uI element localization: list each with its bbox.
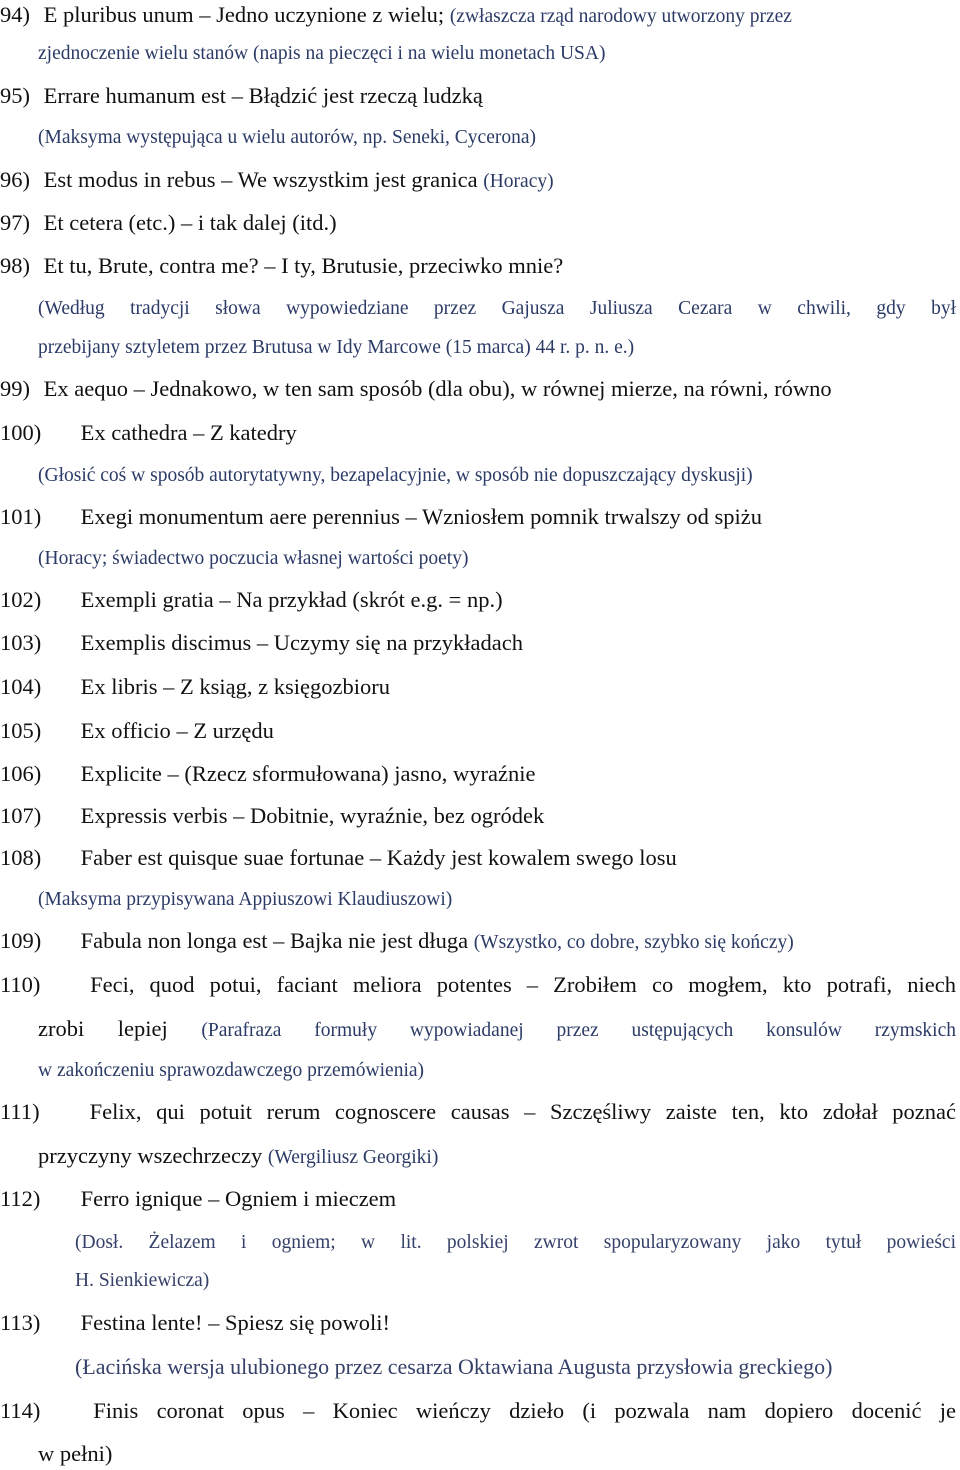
polish-translation: I ty, Brutusie, przeciwko mnie?: [281, 253, 564, 278]
polish-translation-cont: przyczyny wszechrzeczy: [38, 1143, 263, 1168]
entry-number: 97): [0, 210, 30, 235]
entry-number: 109): [0, 928, 42, 953]
entry-111-cont: [38, 1141, 960, 1173]
polish-translation-cont: zrobi lepiej: [38, 1016, 168, 1041]
polish-translation: (Rzecz sformułowana) jasno, wyraźnie: [184, 761, 536, 786]
entry-note-cont: H. Sienkiewicza): [75, 1270, 210, 1291]
entry-number: 94): [0, 2, 30, 27]
entry-note: (Maksyma występująca u wielu autorów, np. Seneki, Cycerona): [38, 127, 537, 148]
latin-phrase: Ferro ignique: [80, 1186, 203, 1211]
dash: –: [221, 167, 233, 192]
entry-110-cont: [38, 1014, 956, 1046]
entry-102: [0, 585, 960, 615]
entry-114: [0, 1396, 956, 1426]
entry-number: 106): [0, 761, 42, 786]
dash: –: [193, 420, 205, 445]
latin-phrase: Exemplis discimus: [80, 630, 252, 655]
entry-number: 110): [0, 972, 41, 997]
latin-phrase: Feci, quod potui, faciant meliora potentes: [90, 972, 512, 997]
latin-phrase: Errare humanum est: [43, 83, 227, 108]
latin-phrase: E pluribus unum: [43, 2, 194, 27]
dash: –: [524, 1099, 536, 1124]
polish-translation: Z urzędu: [193, 718, 274, 743]
entry-108: [0, 843, 960, 873]
entry-94: [0, 0, 960, 32]
entry-number: 101): [0, 504, 42, 529]
latin-phrase: Festina lente!: [80, 1310, 203, 1335]
entry-note-cont: przebijany sztyletem przez Brutusa w Idy Marcowe (15 marca) 44 r. p. n. e.): [38, 337, 635, 358]
latin-phrase: Ex cathedra: [80, 420, 188, 445]
entry-note-cont: zjednoczenie wielu stanów (napis na pieczęci i na wielu monetach USA): [38, 43, 606, 64]
entry-number: 100): [0, 420, 42, 445]
entry-number: 104): [0, 674, 42, 699]
polish-translation: Każdy jest kowalem swego losu: [386, 845, 677, 870]
entry-number: 95): [0, 83, 30, 108]
entry-109: [0, 926, 960, 958]
polish-translation: Szczęśliwy zaiste ten, kto zdołał poznać: [549, 1099, 957, 1124]
dash: –: [219, 587, 231, 612]
entry-number: 98): [0, 253, 30, 278]
latin-phrase: Ex officio: [80, 718, 171, 743]
latin-phrase: Est modus in rebus: [43, 167, 216, 192]
entry-number: 113): [0, 1310, 41, 1335]
entry-number: 108): [0, 845, 42, 870]
dash: –: [208, 1186, 220, 1211]
entry-103: [0, 628, 960, 658]
entry-107: [0, 801, 960, 831]
entry-note-cont: w zakończeniu sprawozdawczego przemówienia): [38, 1060, 425, 1081]
entry-98: [0, 251, 960, 281]
entry-number: 114): [0, 1398, 41, 1423]
entry-112: [0, 1184, 960, 1214]
entry-note: (Wergiliusz Georgiki): [267, 1147, 439, 1168]
polish-translation: Błądzić jest rzeczą ludzką: [248, 83, 483, 108]
dash: –: [256, 630, 269, 655]
entry-97: [0, 208, 960, 238]
entry-note: (Horacy): [483, 171, 554, 192]
latin-phrase: Ex aequo: [43, 376, 128, 401]
dash: –: [273, 928, 285, 953]
entry-note: (Głosić coś w sposób autorytatywny, bezapelacyjnie, w sposób nie dopuszczający dyskusji): [38, 465, 753, 486]
dash: –: [133, 376, 145, 401]
dash: –: [199, 2, 211, 27]
polish-translation: Jednakowo, w ten sam sposób (dla obu), w równej mierze, na równi, równo: [150, 376, 832, 401]
entry-number: 99): [0, 376, 30, 401]
dash: –: [176, 718, 188, 743]
entry-number: 112): [0, 1186, 41, 1211]
polish-translation: Dobitnie, wyraźnie, bez ogródek: [249, 803, 545, 828]
polish-translation: We wszystkim jest granica: [237, 167, 478, 192]
polish-translation: Uczymy się na przykładach: [273, 630, 524, 655]
entry-101: [0, 502, 960, 532]
dash: –: [526, 972, 539, 997]
polish-translation: Wzniosłem pomnik trwalszy od spiżu: [422, 504, 762, 529]
entry-114-cont: w pełni): [38, 1441, 113, 1466]
entry-number: 102): [0, 587, 42, 612]
entry-100: [0, 418, 960, 448]
entry-note: (Parafraza formuły wypowiadanej przez ustępujących konsulów rzymskich: [201, 1020, 956, 1041]
polish-translation: Zrobiłem co mogłem, kto potrafi, niech: [553, 972, 957, 997]
latin-phrase: Expressis verbis: [80, 803, 228, 828]
latin-phrase: Ex libris: [80, 674, 158, 699]
entry-106: [0, 759, 960, 789]
latin-phrase: Et cetera (etc.): [43, 210, 176, 235]
polish-translation: Na przykład (skrót e.g. = np.): [236, 587, 503, 612]
entry-96: [0, 165, 960, 197]
entry-number: 96): [0, 167, 30, 192]
latin-phrase: Exegi monumentum aere perennius: [80, 504, 400, 529]
entry-number: 111): [0, 1099, 40, 1124]
entry-note: (Maksyma przypisywana Appiuszowi Klaudiuszowi): [38, 889, 453, 910]
polish-translation: Jedno uczynione z wielu;: [216, 2, 445, 27]
polish-translation: Bajka nie jest długa: [289, 928, 469, 953]
entry-note: (Horacy; świadectwo poczucia własnej wartości poety): [38, 548, 469, 569]
entry-number: 105): [0, 718, 42, 743]
entry-note: (Wszystko, co dobre, szybko się kończy): [473, 932, 794, 953]
entry-note: (Łacińska wersja ulubionego przez cesarza Oktawiana Augusta przysłowia greckiego): [75, 1354, 833, 1379]
latin-phrase: Faber est quisque suae fortunae: [80, 845, 365, 870]
dash: –: [231, 83, 243, 108]
dash: –: [369, 845, 382, 870]
dash: –: [405, 504, 417, 529]
dash: –: [163, 674, 175, 699]
dash: –: [233, 803, 245, 828]
polish-translation: Z ksiąg, z księgozbioru: [180, 674, 390, 699]
polish-translation: Spiesz się powoli!: [224, 1310, 390, 1335]
entry-105: [0, 716, 960, 746]
polish-translation: i tak dalej (itd.): [197, 210, 337, 235]
entry-111: [0, 1097, 956, 1127]
latin-phrase: Finis coronat opus: [93, 1398, 285, 1423]
latin-phrase: Felix, qui potuit rerum cognoscere causas: [89, 1099, 510, 1124]
latin-phrase: Explicite: [80, 761, 162, 786]
dash: –: [264, 253, 276, 278]
latin-phrase: Et tu, Brute, contra me?: [43, 253, 259, 278]
entry-number: 107): [0, 803, 42, 828]
entry-104: [0, 672, 960, 702]
polish-translation: Z katedry: [209, 420, 297, 445]
entry-95: [0, 81, 960, 111]
dash: –: [167, 761, 179, 786]
entry-note: (Dosł. Żelazem i ogniem; w lit. polskiej zwrot spopularyzowany jako tytuł powieści: [75, 1232, 956, 1253]
dash: –: [208, 1310, 220, 1335]
dash: –: [181, 210, 193, 235]
entry-number: 103): [0, 630, 42, 655]
entry-110: [0, 970, 956, 1000]
entry-113: [0, 1308, 960, 1338]
entry-99: [0, 374, 960, 404]
latin-phrase: Exempli gratia: [80, 587, 214, 612]
entry-note: (zwłaszcza rząd narodowy utworzony przez: [449, 6, 792, 27]
latin-phrase: Fabula non longa est: [80, 928, 268, 953]
polish-translation: Ogniem i mieczem: [224, 1186, 397, 1211]
entry-note: (Według tradycji słowa wypowiedziane przez Gajusza Juliusza Cezara w chwili, gdy był: [38, 298, 956, 319]
dash: –: [303, 1398, 315, 1423]
polish-translation: Koniec wieńczy dzieło (i pozwala nam dopiero docenić je: [332, 1398, 957, 1423]
